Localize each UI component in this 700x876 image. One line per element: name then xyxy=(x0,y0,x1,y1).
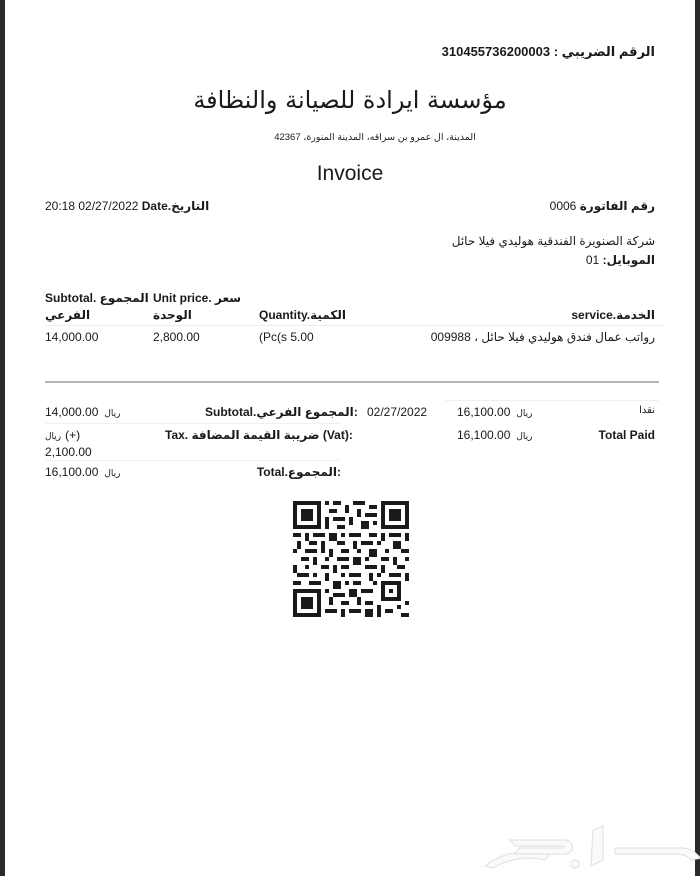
invoice-number xyxy=(550,199,655,213)
tax-id-value: 310455736200003 xyxy=(441,44,551,59)
watermark-logo-icon xyxy=(475,820,700,876)
payment-date: 02/27/2022 xyxy=(367,405,428,419)
row-service: رواتب عمال فندق هوليدي فيلا حائل ، 009988 xyxy=(430,330,655,344)
summary-subtotal-label: Subtotal.المجموع الفرعي: xyxy=(205,405,358,419)
mobile-value: 01 xyxy=(585,253,600,267)
column-header-service: service.الخدمة xyxy=(571,308,655,322)
section-divider xyxy=(45,381,659,383)
row-divider xyxy=(445,400,659,401)
row-divider xyxy=(45,460,341,461)
column-header-unit-price: Unit price. سعر الوحدة xyxy=(153,291,242,322)
document-title: Invoice xyxy=(316,162,384,185)
invoice-page xyxy=(5,0,695,876)
summary-total-label: Total.المجموع: xyxy=(256,465,341,479)
tax-id-label: الرقم الضريبي : xyxy=(553,44,655,59)
row-quantity: (Pc(s 5.00 xyxy=(259,330,314,344)
payment-amount: 16,100.00 ريال xyxy=(457,405,533,419)
row-unit-price: 2,800.00 xyxy=(153,330,200,344)
customer-mobile xyxy=(586,253,655,267)
payment-method: نقدا xyxy=(639,405,655,416)
date-label: Date.التاريخ xyxy=(141,199,210,213)
invoice-number-label: رقم الفاتورة xyxy=(579,199,655,213)
row-subtotal: 14,000.00 xyxy=(45,330,99,344)
tax-id xyxy=(442,44,655,60)
summary-total-value: 16,100.00 ريال xyxy=(45,465,121,479)
summary-subtotal-value: 14,000.00 ريال xyxy=(45,405,121,419)
total-paid-value: 16,100.00 ريال xyxy=(457,428,533,442)
total-paid-label: Total Paid xyxy=(598,428,655,442)
row-divider xyxy=(45,423,341,424)
invoice-number-value: 0006 xyxy=(549,199,577,213)
column-header-quantity: Quantity.الكمية xyxy=(259,308,346,322)
company-name: مؤسسة ايرادة للصيانة والنظافة xyxy=(193,86,507,114)
company-address: المدينة، ال عمرو بن سراقه، المدينة المنورة، 42367 xyxy=(274,132,476,143)
summary-tax-value: ريال (+) 2,100.00 xyxy=(45,428,92,459)
qr-code-icon xyxy=(293,501,409,617)
customer-name: شركة الصنويرة الفندقية هوليدي فيلا حائل xyxy=(451,234,655,248)
summary-tax-label: Tax. ضريبة القيمة المضافة (Vat): xyxy=(165,428,353,442)
column-header-subtotal: Subtotal. المجموع الفرعي xyxy=(45,291,149,322)
mobile-label: الموبايل: xyxy=(602,253,655,267)
invoice-date xyxy=(45,199,209,213)
table-header-divider xyxy=(45,325,665,326)
date-value: 20:18 02/27/2022 xyxy=(45,199,139,213)
